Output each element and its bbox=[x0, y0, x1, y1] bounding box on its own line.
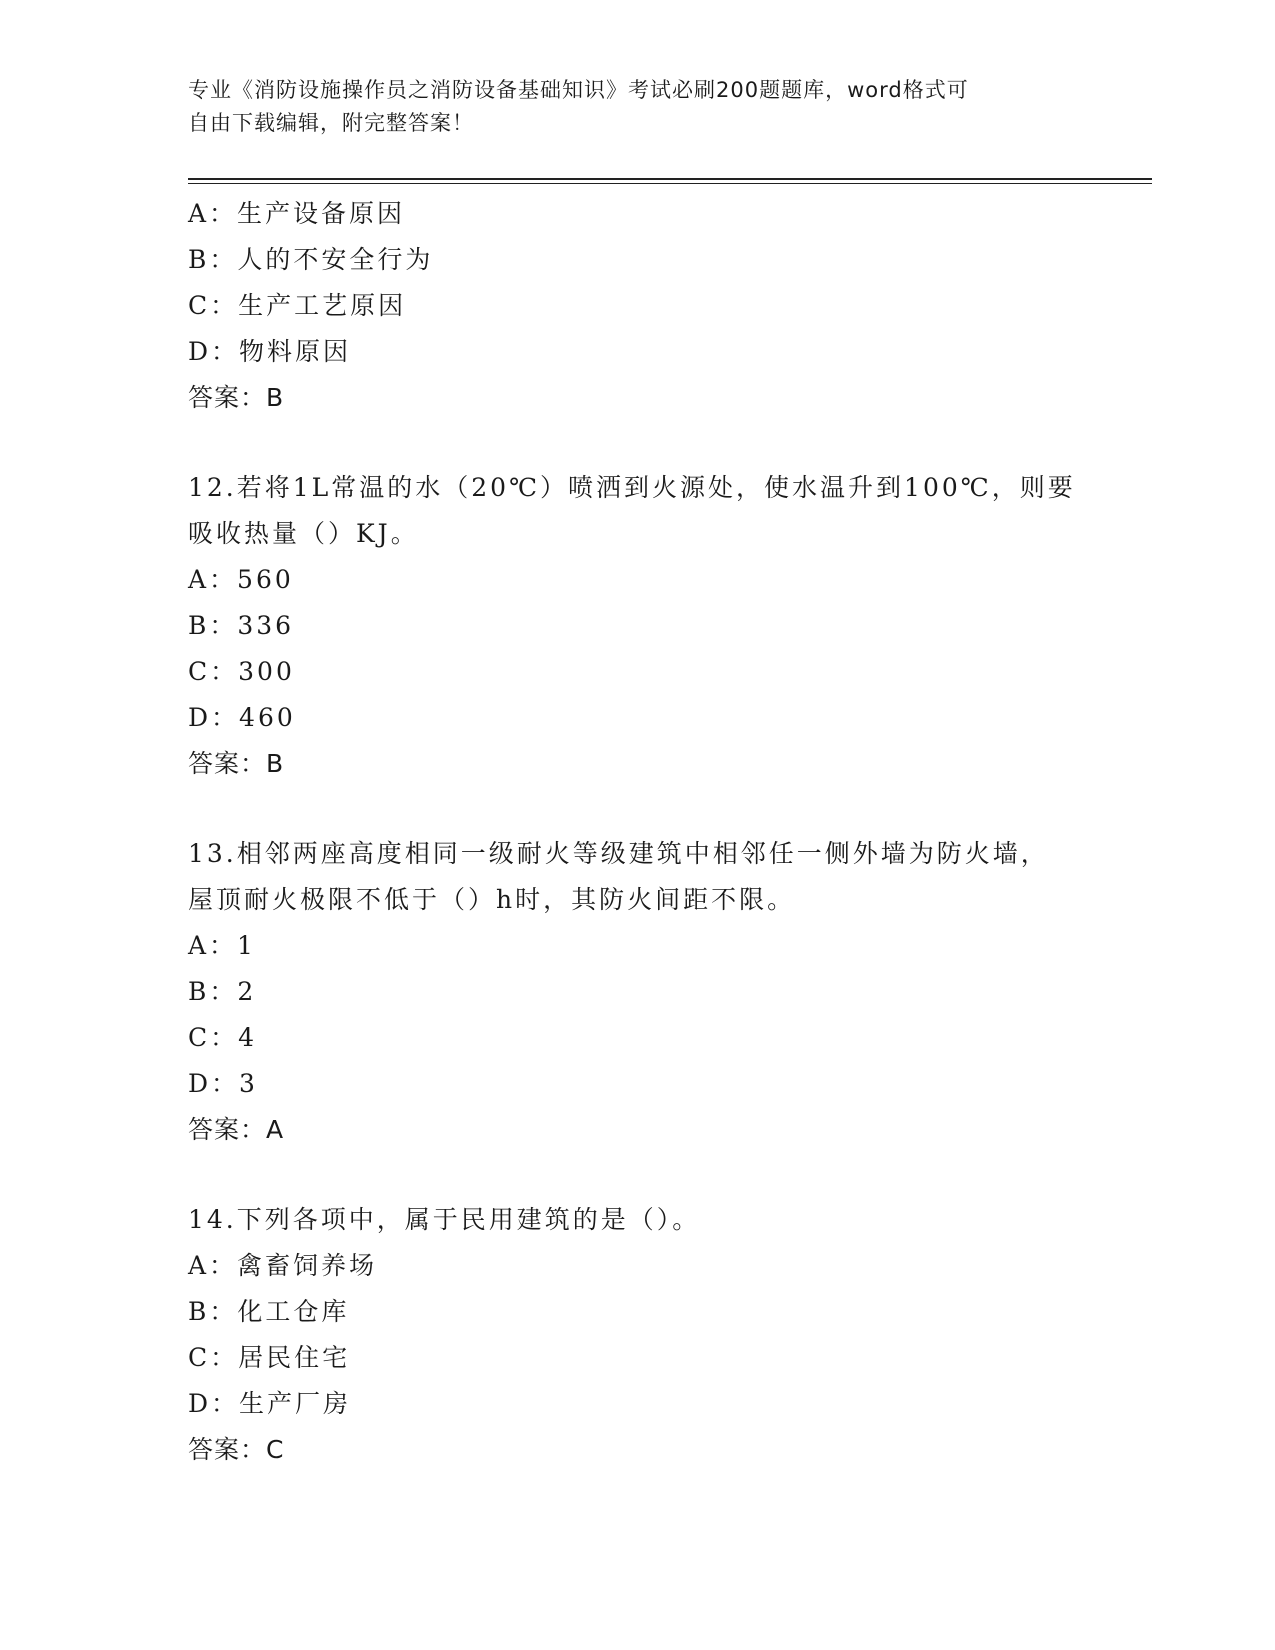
option-c: C：4 bbox=[188, 1023, 258, 1052]
option-d: D：物料原因 bbox=[188, 337, 352, 366]
question-stem-line-1: 12.若将1L常温的水（20℃）喷洒到火源处，使水温升到100℃，则要 bbox=[188, 473, 1076, 502]
spacer bbox=[188, 421, 1088, 465]
option-b: B：人的不安全行为 bbox=[188, 245, 434, 274]
question-12 bbox=[188, 465, 1088, 787]
document-header bbox=[188, 74, 1088, 140]
spacer bbox=[188, 787, 1088, 831]
answer-line: 答案：B bbox=[188, 383, 285, 412]
option-d: D：生产厂房 bbox=[188, 1389, 352, 1418]
question-stem-line-1: 13.相邻两座高度相同一级耐火等级建筑中相邻任一侧外墙为防火墙， bbox=[188, 839, 1049, 868]
question-13 bbox=[188, 831, 1088, 1153]
option-b: B：2 bbox=[188, 977, 257, 1006]
option-a: A：1 bbox=[188, 931, 256, 960]
answer-line: 答案：C bbox=[188, 1435, 285, 1464]
question-14 bbox=[188, 1197, 1088, 1473]
option-d: D：460 bbox=[188, 703, 296, 732]
spacer bbox=[188, 1153, 1088, 1197]
question-stem-line-2: 屋顶耐火极限不低于（）h时，其防火间距不限。 bbox=[188, 885, 796, 914]
question-stem-line-2: 吸收热量（）KJ。 bbox=[188, 519, 419, 548]
option-a: A：生产设备原因 bbox=[188, 199, 406, 228]
option-a: A：禽畜饲养场 bbox=[188, 1251, 378, 1280]
answer-line: 答案：B bbox=[188, 749, 285, 778]
option-d: D：3 bbox=[188, 1069, 258, 1098]
header-line-2: 自由下载编辑，附完整答案！ bbox=[188, 111, 474, 135]
header-rule-thin bbox=[188, 183, 1152, 184]
question-11-continued bbox=[188, 191, 1088, 421]
header-line-1: 专业《消防设施操作员之消防设备基础知识》考试必刷200题题库，word格式可 bbox=[188, 78, 969, 102]
option-c: C：生产工艺原因 bbox=[188, 291, 407, 320]
header-rule-thick bbox=[188, 178, 1152, 180]
question-content bbox=[188, 191, 1088, 1473]
question-stem-line-1: 14.下列各项中，属于民用建筑的是（）。 bbox=[188, 1205, 701, 1234]
option-a: A：560 bbox=[188, 565, 294, 594]
option-b: B：化工仓库 bbox=[188, 1297, 350, 1326]
answer-line: 答案：A bbox=[188, 1115, 285, 1144]
option-c: C：300 bbox=[188, 657, 295, 686]
option-b: B：336 bbox=[188, 611, 295, 640]
option-c: C：居民住宅 bbox=[188, 1343, 351, 1372]
